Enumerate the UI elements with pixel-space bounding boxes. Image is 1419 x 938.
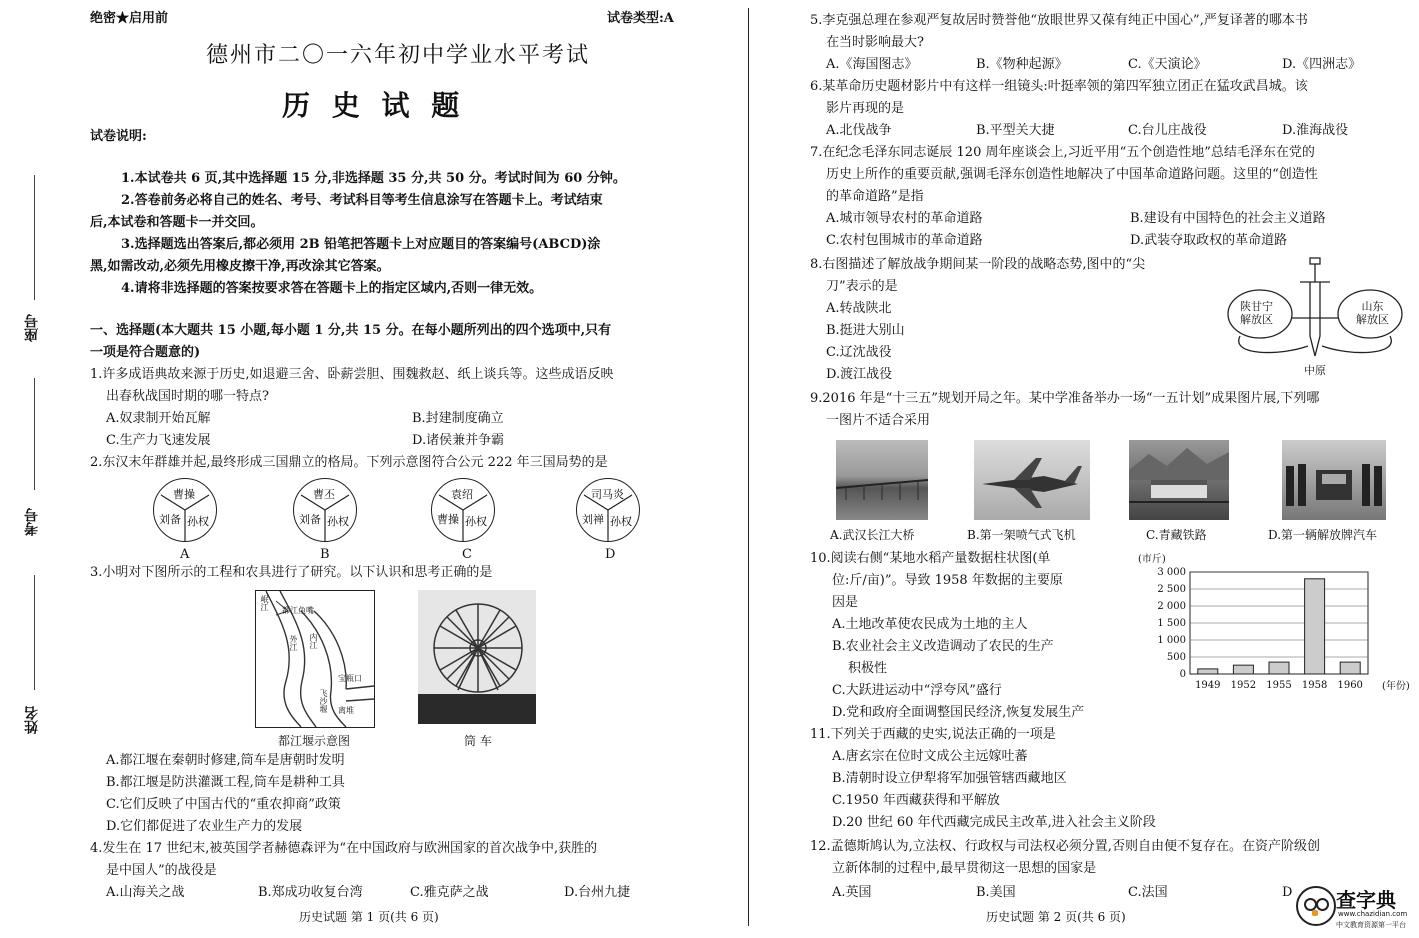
q10-option-b: B.农业社会主义改造调动了农民的生产 [832,639,1054,654]
q1-option-a: A.奴隶制开始瓦解 [106,411,211,426]
chart-ytick-label: 2 500 [1157,584,1186,595]
q4-option-c: C.雅克萨之战 [410,885,489,900]
instruction-2b: 后,本试卷和答题卡一并交回。 [90,215,264,230]
waterwheel-caption: 筒 车 [464,734,492,748]
q6-stem-2: 影片再现的是 [826,101,905,116]
q1-option-c: C.生产力飞速发展 [106,433,211,448]
chart-bar [1233,665,1253,674]
section-heading-2: 一项是符合题意的) [90,345,201,360]
q6-option-a: A.北伐战争 [826,123,892,138]
chart-ytick-label: 1 000 [1157,635,1186,646]
pie-a-top: 曹操 [173,488,195,501]
q10-option-a: A.土地改革使农民成为土地的主人 [832,617,1028,632]
exam-page-2 [760,0,1419,938]
q4-option-d: D.台州九捷 [564,885,631,900]
q7-stem-2: 历史上所作的重要贡献,强调毛泽东创造性地解决了中国革命道路问题。这里的“创造性 [826,167,1318,182]
photo-wuhan-bridge [836,440,928,520]
instruction-3b: 黑,如需改动,必须先用橡皮擦干净,再改涂其它答案。 [90,259,390,274]
q10-option-b-2: 积极性 [848,661,888,676]
photo-jet-plane [974,440,1090,520]
q11-stem: 11.下列关于西藏的史实,说法正确的一项是 [810,727,1056,742]
pie-b-right: 孙权 [327,515,349,528]
q5-stem: 5.李克强总理在参观严复故居时赞誉他“放眼世界又葆有纯正中国心”,严复译著的哪本书 [810,13,1308,28]
q12-stem-2: 立新体制的过程中,最早贯彻这一思想的国家是 [832,861,1097,876]
exam-no-label: 考号 [24,508,40,536]
q10-stem: 10.阅读右侧“某地水稻产量数据柱状图(单 [810,551,1051,566]
q2-stem: 2.东汉末年群雄并起,最终形成三国鼎立的格局。下列示意图符合公元 222 年三国局势的是 [90,455,608,470]
q10-option-d: D.党和政府全面调整国民经济,恢复发展生产 [832,705,1085,720]
chart-bar [1340,662,1360,674]
photo-caption-c: C.青藏铁路 [1146,528,1207,542]
map-caption: 都江堰示意图 [278,734,351,748]
map-baopingkou: 宝瓶口 [338,674,362,683]
q8-stem: 8.右图描述了解放战争期间某一阶段的战略态势,图中的“尖 [810,257,1146,272]
page2-footer: 历史试题 第 2 页(共 6 页) [986,910,1126,924]
q2-letter-b: B [320,547,330,562]
q2-pie-a [153,478,217,542]
waterwheel-image [418,590,536,724]
q8-option-a: A.转战陕北 [826,301,892,316]
map-lidui: 离堆 [338,706,354,715]
q11-option-b: B.清朝时设立伊犁将军加强管辖西藏地区 [832,771,1067,786]
chart-xlabel: (年份) [1382,681,1410,692]
q8-option-b: B.挺进大别山 [826,323,905,338]
q3-option-a: A.都江堰在秦朝时修建,筒车是唐朝时发明 [106,753,345,768]
rice-yield-chart [1138,548,1416,698]
q4-stem-2: 是中国人”的战役是 [106,863,217,878]
q1-stem: 1.许多成语典故来源于历史,如退避三舍、卧薪尝胆、围魏救赵、纸上谈兵等。这些成语反映 [90,367,614,382]
q12-option-a: A.英国 [832,885,872,900]
section-heading: 一、选择题(本大题共 15 小题,每小题 1 分,共 15 分。在每小题所列出的四个选项中,只有 [90,323,612,338]
pie-b-left: 刘备 [299,513,321,526]
q12-stem: 12.孟德斯鸠认为,立法权、行政权与司法权必须分置,否则自由便不复存在。在资产阶级创 [810,839,1320,854]
watermark-brand: 查字典 [1336,888,1396,912]
q2-pie-c [431,478,495,542]
q10-stem-3: 因是 [832,595,859,610]
chart-ytick-label: 3 000 [1157,567,1186,578]
q8-option-d: D.渡江战役 [826,367,893,382]
instruction-4: 4.请将非选择题的答案按要求答在答题卡上的指定区域内,否则一律无效。 [121,281,543,296]
q8-stem-2: 刀”表示的是 [826,279,898,294]
q3-stem: 3.小明对下图所示的工程和农具进行了研究。以下认识和思考正确的是 [90,565,493,580]
chart-ytick-label: 1 500 [1157,618,1186,629]
watermark-tagline: 中文教育资源第一平台 [1336,921,1406,929]
pie-d-top: 司马炎 [591,488,624,501]
name-label: 姓名 [24,706,40,734]
chart-xtick-label: 1960 [1337,680,1363,691]
q7-option-c: C.农村包围城市的革命道路 [826,233,983,248]
q7-option-b: B.建设有中国特色的社会主义道路 [1130,211,1326,226]
pie-c-top: 袁绍 [451,488,473,501]
photo-qinghai-railway [1129,440,1229,520]
diagram-right-label: 山东 解放区 [1356,300,1389,326]
owl-icon [1296,886,1336,926]
q7-stem: 7.在纪念毛泽东同志诞辰 120 周年座谈会上,习近平用“五个创造性地”总结毛泽东在党的 [810,145,1315,160]
q3-option-c: C.它们反映了中国古代的“重农抑商”政策 [106,797,341,812]
q4-stem: 4.发生在 17 世纪末,被英国学者赫德森评为“在中国政府与欧洲国家的首次战争中,获胜的 [90,841,598,856]
q2-pie-b [293,478,357,542]
exam-title: 德州市二〇一六年初中学业水平考试 [206,43,591,68]
photo-caption-a: A.武汉长江大桥 [830,528,915,542]
pie-d-left: 刘禅 [582,513,604,526]
chart-xtick-label: 1952 [1230,680,1257,691]
paper-type-label: 试卷类型:A [607,11,674,26]
q10-stem-2: 位:斤/亩)”。导致 1958 年数据的主要原 [832,573,1063,588]
chart-ylabel: (市斤) [1138,554,1166,565]
q7-stem-3: 的革命道路”是指 [826,189,924,204]
q6-option-d: D.淮海战役 [1282,123,1349,138]
map-minjiang: 岷江 [260,595,269,611]
chart-bar [1269,662,1289,674]
chart-ytick-label: 500 [1166,652,1186,663]
instructions-heading: 试卷说明: [90,129,147,144]
pie-a-left: 刘备 [159,513,181,526]
pie-a-right: 孙权 [187,515,209,528]
diagram-bottom-label: 中原 [1304,364,1326,377]
q9-stem: 9.2016 年是“十三五”规划开局之年。某中学准备举办一场“一五计划”成果图片展,下列哪 [810,391,1320,406]
q12-option-c: C.法国 [1128,885,1168,900]
q5-option-c: C.《天演论》 [1128,57,1207,72]
q8-option-c: C.辽沈战役 [826,345,892,360]
instruction-3: 3.选择题选出答案后,都必须用 2B 铅笔把答题卡上对应题目的答案编号(ABCD)涂 [121,237,601,252]
q2-letter-d: D [605,547,616,562]
subject-title: 历 史 试 题 [282,89,466,122]
q2-letter-a: A [180,547,190,562]
q3-option-d: D.它们都促进了农业生产力的发展 [106,819,303,834]
pie-c-right: 孙权 [465,515,487,528]
q3-option-b: B.都江堰是防洪灌溉工程,筒车是耕种工具 [106,775,345,790]
instruction-1: 1.本试卷共 6 页,其中选择题 15 分,非选择题 35 分,共 50 分。考试时间为 60 分钟。 [121,171,626,186]
q5-option-a: A.《海国图志》 [826,57,918,72]
q2-pie-d [576,478,640,542]
page1-footer: 历史试题 第 1 页(共 6 页) [299,910,439,924]
map-waijiang: 外江 [289,635,298,651]
secret-label: 绝密★启用前 [90,11,169,26]
strategy-diagram [1220,256,1410,384]
pie-d-right: 孙权 [610,515,632,528]
q5-stem-2: 在当时影响最大? [826,35,924,50]
pie-b-top: 曹丕 [313,488,335,501]
chazidian-watermark [1292,880,1414,936]
seat-label: 座号 [24,314,40,342]
q12-option-d: D [1282,885,1293,900]
q12-option-b: B.美国 [976,885,1016,900]
q7-option-d: D.武装夺取政权的革命道路 [1130,233,1288,248]
q2-letter-c: C [462,547,472,562]
q6-option-c: C.台儿庄战役 [1128,123,1207,138]
photo-caption-b: B.第一架喷气式飞机 [967,528,1076,542]
chart-xtick-label: 1949 [1195,680,1221,691]
q4-option-b: B.郑成功收复台湾 [258,885,363,900]
photo-caption-d: D.第一辆解放牌汽车 [1268,528,1378,542]
chart-ytick-label: 2 000 [1157,601,1186,612]
seat-line [34,175,35,300]
q1-option-d: D.诸侯兼并争霸 [412,433,505,448]
watermark-url: www.chazidian.com [1338,910,1408,918]
q6-option-b: B.平型关大捷 [976,123,1055,138]
q1-stem-2: 出春秋战国时期的哪一特点? [106,389,269,404]
map-feishayan: 飞沙堰 [319,689,328,713]
q1-option-b: B.封建制度确立 [412,411,504,426]
photo-jiefang-truck [1282,440,1386,520]
q7-option-a: A.城市领导农村的革命道路 [826,211,983,226]
q4-option-a: A.山海关之战 [106,885,185,900]
map-yuzui: 都江鱼嘴 [282,606,314,615]
q11-option-c: C.1950 年西藏获得和平解放 [832,793,1000,808]
map-neijiang: 内江 [309,633,318,649]
q9-stem-2: 一图片不适合采用 [826,413,931,428]
pie-c-left: 曹操 [437,513,459,526]
q5-option-b: B.《物种起源》 [976,57,1068,72]
chart-xtick-label: 1955 [1266,680,1292,691]
diagram-left-label: 陕甘宁 解放区 [1240,300,1273,326]
instruction-2: 2.答卷前务必将自己的姓名、考号、考试科目等考生信息涂写在答题卡上。考试结束 [121,193,603,208]
chart-bar [1198,669,1218,674]
chart-ytick-label: 0 [1179,669,1186,680]
q5-option-d: D.《四洲志》 [1282,57,1362,72]
exam-no-line [34,378,35,490]
page-divider [748,8,749,926]
chart-bar [1305,579,1325,674]
dujiangyan-map [255,590,375,728]
q6-stem: 6.某革命历史题材影片中有这样一组镜头:叶挺率领的第四军独立团正在猛攻武昌城。该 [810,79,1308,94]
q10-option-c: C.大跃进运动中“浮夸风”盛行 [832,683,1002,698]
q11-option-a: A.唐玄宗在位时文成公主远嫁吐蕃 [832,749,1028,764]
chart-xtick-label: 1958 [1301,680,1328,691]
q11-option-d: D.20 世纪 60 年代西藏完成民主改革,进入社会主义阶段 [832,815,1156,830]
name-line [34,575,35,690]
